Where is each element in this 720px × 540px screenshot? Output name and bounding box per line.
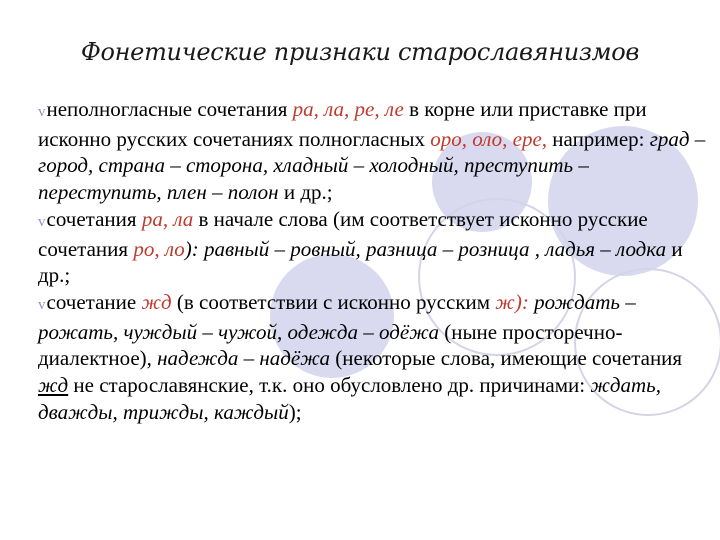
list-item: vсочетания ра, ла в начале слова (им соответствует исконно русские сочетания ро, ло): равный – ровный, разница – розница , ладья – лодка и др.;	[38, 206, 683, 288]
bullet-icon: v	[38, 213, 46, 230]
slide-body	[38, 96, 706, 425]
list-item: vсочетание жд (в соответствии с исконно русским ж): рождать – рожать, чуждый – чужой, одежда – одёжа (ныне просторечно-диалектное), надежда – надёжа (некоторые слова, имеющие сочетания жд не старославянские, т.к. оно обусловлено др. причинами: ждать, дважды, трижды, каждый);	[38, 289, 683, 424]
bullet-icon: v	[38, 296, 46, 313]
list-item: vнеполногласные сочетания ра, ла, ре, ле в корне или приставке при исконно русских сочетаниях полногласных оро, оло, ере, например: град – город, страна – сторона, хладный – холодный, преступить – переступить, плен – полон и др.;	[38, 97, 706, 205]
bullet-icon: v	[38, 104, 46, 120]
slide-title: Фонетические признаки старославянизмов	[80, 38, 640, 66]
